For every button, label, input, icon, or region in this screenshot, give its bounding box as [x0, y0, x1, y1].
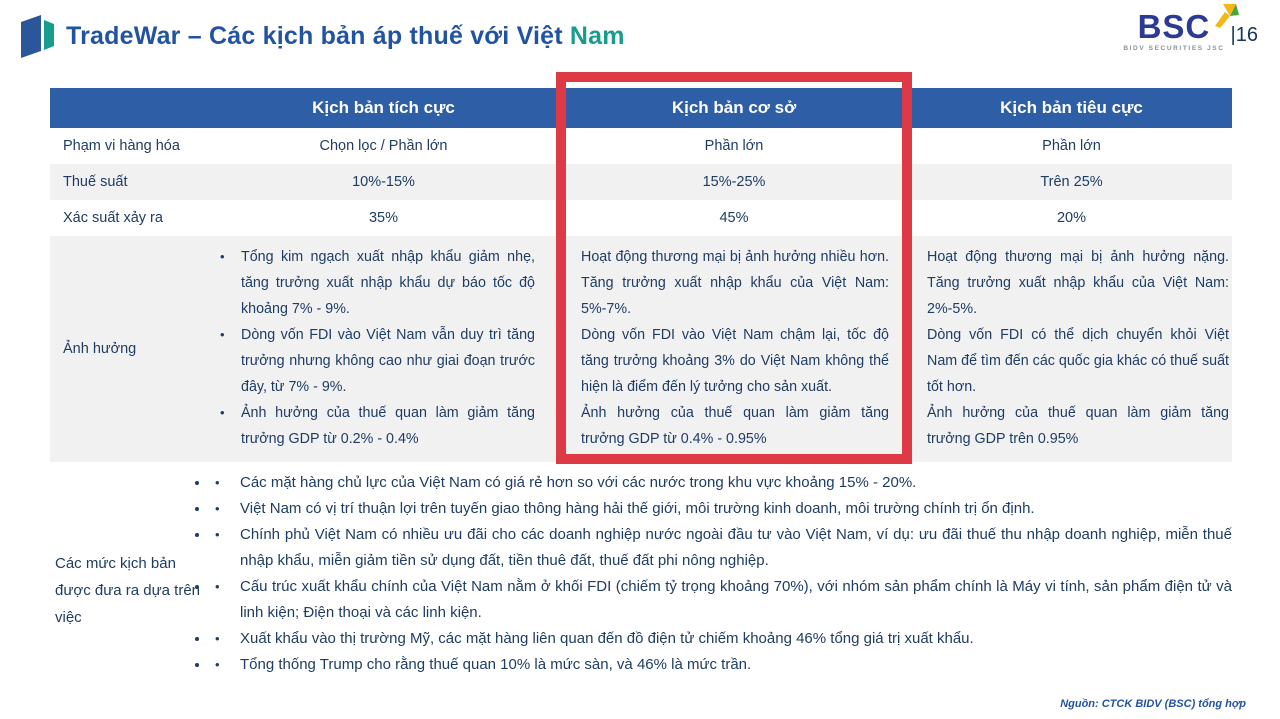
scenario-table — [50, 88, 1232, 462]
list-item — [214, 400, 535, 452]
bullet-icon: • • — [215, 579, 220, 594]
bullet-icon: • — [220, 327, 225, 342]
impact-text: Hoạt động thương mại bị ảnh hưởng nặng. Tăng trưởng xuất nhập khẩu của Việt Nam: 2%-5%. — [927, 249, 1229, 317]
basis-list — [210, 470, 1232, 678]
impact-positive-cell — [210, 236, 557, 462]
bullet-icon: • • — [215, 657, 220, 672]
bullet-icon: • — [220, 405, 225, 420]
list-item — [210, 574, 1232, 626]
impact-text: Ảnh hưởng của thuế quan làm giảm tăng trưởng GDP trên 0.95% — [927, 405, 1229, 447]
table-header-row — [50, 88, 1232, 128]
column-header-base: Kịch bản cơ sở — [671, 98, 797, 117]
table-row — [50, 164, 1232, 200]
row-label: Thuế suất — [63, 174, 128, 190]
basis-label: Các mức kịch bản được đưa ra dựa trên việc — [55, 555, 201, 626]
bullet-icon: • • — [215, 527, 220, 542]
page-title-main: TradeWar – Các kịch bản áp thuế với Việt — [66, 21, 563, 50]
list-item — [210, 470, 1232, 496]
brand-area — [1123, 10, 1258, 52]
cell-value: 10%-15% — [352, 174, 415, 190]
bsc-logo-text: BSC — [1137, 8, 1211, 45]
page-title — [66, 22, 625, 51]
impact-base-cell — [557, 236, 911, 462]
slide-header — [18, 14, 625, 58]
cell-value: 15%-25% — [702, 174, 766, 190]
column-header-negative: Kịch bản tiêu cực — [1000, 98, 1143, 117]
basis-text: Chính phủ Việt Nam có nhiều ưu đãi cho các doanh nghiệp nước ngoài đầu tư vào Việt Nam, ví dụ: ưu đãi thuế thu nhập doanh nghiệp, miễn thuế nhập khẩu, miễn giảm tiền sử dụng đất, tiền thuê đất, thuế đất phi nông nghiệp. — [240, 526, 1232, 569]
impact-text: Dòng vốn FDI có thể dịch chuyển khỏi Việt Nam để tìm đến các quốc gia khác có thuế suất tốt hơn. — [927, 327, 1229, 395]
bullet-icon: • — [220, 249, 225, 264]
bsc-logo — [1123, 10, 1224, 52]
basis-text: Xuất khẩu vào thị trường Mỹ, các mặt hàng liên quan đến đồ điện tử chiếm khoảng 46% tổng giá trị xuất khẩu. — [240, 630, 974, 647]
page-title-accent: Nam — [562, 21, 625, 50]
impact-text: Dòng vốn FDI vào Việt Nam vẫn duy trì tăng trưởng nhưng không cao như giai đoạn trước đây, từ 7% - 9%. — [241, 327, 535, 395]
cell-value: Trên 25% — [1040, 174, 1103, 190]
list-item — [214, 322, 535, 400]
list-item — [210, 496, 1232, 522]
basis-text: Việt Nam có vị trí thuận lợi trên tuyến giao thông hàng hải thế giới, môi trường kinh doanh, môi trường chính trị ổn định. — [240, 500, 1035, 517]
impact-text: Dòng vốn FDI vào Việt Nam chậm lại, tốc độ tăng trưởng khoảng 3% do Việt Nam không thể hiện là điểm đến lý tưởng cho sản xuất. — [581, 327, 889, 395]
impact-row — [50, 236, 1232, 462]
basis-text: Tổng thống Trump cho rằng thuế quan 10% là mức sàn, và 46% là mức trần. — [240, 656, 752, 673]
title-bookmark-icon — [18, 14, 58, 58]
basis-text: Các mặt hàng chủ lực của Việt Nam có giá rẻ hơn so với các nước trong khu vực khoảng 15% - 20%. — [240, 474, 917, 491]
cell-value: 20% — [1056, 210, 1087, 226]
table-row — [50, 128, 1232, 164]
impact-text: Ảnh hưởng của thuế quan làm giảm tăng trưởng GDP từ 0.4% - 0.95% — [581, 405, 889, 447]
list-item — [214, 244, 535, 322]
cell-value: 35% — [368, 210, 399, 226]
cell-value: 45% — [719, 210, 749, 226]
column-header-positive: Kịch bản tích cực — [312, 98, 455, 117]
row-label: Ảnh hưởng — [63, 341, 137, 357]
bullet-icon: • • — [215, 475, 220, 490]
row-label: Phạm vi hàng hóa — [63, 138, 180, 154]
impact-text: Hoạt động thương mại bị ảnh hưởng nhiều hơn. Tăng trưởng xuất nhập khẩu của Việt Nam: 5%-7%. — [581, 249, 889, 317]
list-item — [210, 652, 1232, 678]
impact-text: Tổng kim ngạch xuất nhập khẩu giảm nhẹ, tăng trưởng xuất nhập khẩu dự báo tốc độ khoảng 7% - 9%. — [241, 249, 535, 317]
impact-negative-cell — [911, 236, 1232, 462]
bullet-icon: • • — [215, 501, 220, 516]
impact-text: Ảnh hưởng của thuế quan làm giảm tăng trưởng GDP từ 0.2% - 0.4% — [241, 405, 535, 447]
list-item — [210, 522, 1232, 574]
bullet-icon: • • — [215, 631, 220, 646]
cell-value: Chọn lọc / Phần lớn — [319, 138, 448, 154]
table-row — [50, 200, 1232, 236]
cell-value: Phần lớn — [704, 138, 764, 154]
bsc-logo-arrow-icon — [1213, 2, 1239, 28]
source-note: Nguồn: CTCK BIDV (BSC) tổng hợp — [1060, 698, 1246, 710]
bsc-logo-subtext: BIDV SECURITIES JSC — [1123, 45, 1225, 52]
table-header-spacer — [50, 88, 210, 128]
page-number: |16 — [1230, 24, 1258, 46]
basis-text: Cấu trúc xuất khẩu chính của Việt Nam nằm ở khối FDI (chiếm tỷ trọng khoảng 70%), với nhóm sản phẩm chính là Máy vi tính, sản phẩm điện tử và linh kiện; Điện thoại và các linh kiện. — [240, 578, 1232, 621]
row-label: Xác suất xảy ra — [63, 210, 163, 226]
cell-value: Phần lớn — [1042, 138, 1101, 154]
list-item — [210, 626, 1232, 652]
